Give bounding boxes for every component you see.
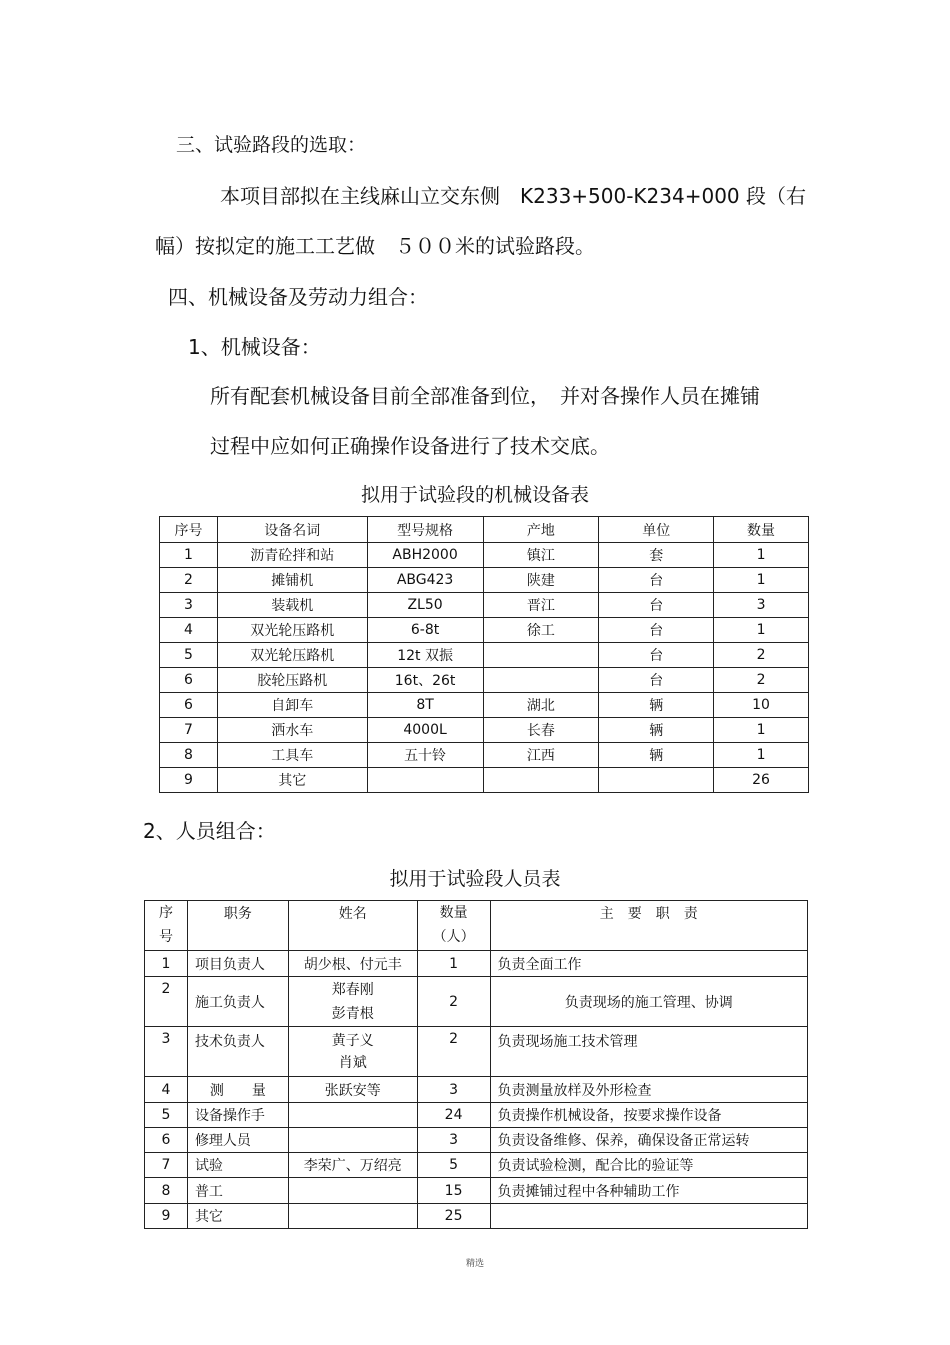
cell-seq: 7 <box>145 1153 188 1178</box>
cell-quantity: 1 <box>714 568 809 593</box>
cell-origin: 徐工 <box>483 618 599 643</box>
cell-seq: 9 <box>160 768 218 793</box>
cell-seq: 8 <box>160 743 218 768</box>
staff-table-caption: 拟用于试验段人员表 <box>389 868 561 890</box>
cell-count: 3 <box>417 1077 490 1103</box>
cell-role: 修理人员 <box>187 1128 288 1153</box>
cell-duty: 负责操作机械设备，按要求操作设备 <box>490 1103 807 1128</box>
cell-duty: 负责现场施工技术管理 <box>490 1027 807 1077</box>
header-cell-model: 型号规格 <box>367 517 483 543</box>
cell-role: 试验 <box>187 1153 288 1178</box>
table-row <box>145 1153 808 1178</box>
name-line-1: 黄子义 <box>331 1032 374 1049</box>
cell-seq: 4 <box>160 618 218 643</box>
table-row <box>145 1128 808 1153</box>
cell-name <box>288 977 417 1027</box>
cell-quantity: 1 <box>714 543 809 568</box>
cell-unit: 套 <box>599 543 714 568</box>
header-count-bottom: （人） <box>432 929 475 945</box>
cell-origin: 晋江 <box>483 593 599 618</box>
cell-origin: 长春 <box>483 718 599 743</box>
name-line-1: 郑春刚 <box>331 981 374 998</box>
header-cell-count <box>417 901 490 951</box>
header-cell-name: 姓名 <box>288 901 417 951</box>
cell-equipment-name: 双光轮压路机 <box>217 618 367 643</box>
cell-equipment-name: 双光轮压路机 <box>217 643 367 668</box>
cell-origin <box>483 768 599 793</box>
cell-model <box>367 768 483 793</box>
header-cell-role: 职务 <box>187 901 288 951</box>
header-seq-top: 序 <box>158 905 173 921</box>
cell-equipment-name: 装载机 <box>217 593 367 618</box>
cell-origin: 湖北 <box>483 693 599 718</box>
cell-quantity: 2 <box>714 643 809 668</box>
cell-equipment-name: 胶轮压路机 <box>217 668 367 693</box>
cell-seq: 5 <box>160 643 218 668</box>
cell-origin <box>483 668 599 693</box>
table-row <box>160 618 809 643</box>
section-3-paragraph-line-2: 幅）按拟定的施工工艺做 ５００米的试验路段。 <box>155 234 595 258</box>
cell-role: 技术负责人 <box>187 1027 288 1077</box>
page-footer: 精选 <box>465 1259 484 1269</box>
cell-duty: 负责测量放样及外形检查 <box>490 1077 807 1103</box>
staff-table-header-row <box>145 901 808 951</box>
staff-table <box>144 900 808 1229</box>
table-row <box>160 718 809 743</box>
cell-equipment-name: 工具车 <box>217 743 367 768</box>
subsection-1-heading: 1、机械设备： <box>188 335 321 359</box>
cell-model: 6-8t <box>367 618 483 643</box>
cell-role: 测 量 <box>187 1077 288 1103</box>
cell-seq: 2 <box>160 568 218 593</box>
cell-quantity: 3 <box>714 593 809 618</box>
cell-count: 2 <box>417 977 490 1027</box>
table-row <box>145 951 808 977</box>
cell-name: 张跃安等 <box>288 1077 417 1103</box>
table-row <box>160 593 809 618</box>
cell-seq: 3 <box>160 593 218 618</box>
subsection-1-paragraph-line-2: 过程中应如何正确操作设备进行了技术交底。 <box>210 434 610 458</box>
cell-seq: 5 <box>145 1103 188 1128</box>
cell-count: 5 <box>417 1153 490 1178</box>
table-row <box>145 977 808 1027</box>
subsection-1-paragraph-line-1: 所有配套机械设备目前全部准备到位， 并对各操作人员在摊铺 <box>210 384 760 408</box>
cell-quantity: 1 <box>714 743 809 768</box>
equipment-table-caption: 拟用于试验段的机械设备表 <box>360 484 589 506</box>
header-seq-bottom: 号 <box>158 929 173 945</box>
cell-seq: 1 <box>160 543 218 568</box>
cell-seq: 3 <box>145 1027 188 1077</box>
cell-role: 设备操作手 <box>187 1103 288 1128</box>
cell-count: 25 <box>417 1204 490 1229</box>
cell-unit: 台 <box>599 593 714 618</box>
cell-unit: 辆 <box>599 718 714 743</box>
cell-seq: 6 <box>145 1128 188 1153</box>
cell-quantity: 2 <box>714 668 809 693</box>
equipment-table-header-row <box>160 517 809 543</box>
cell-model: 4000L <box>367 718 483 743</box>
table-row <box>160 768 809 793</box>
cell-duty: 负责全面工作 <box>490 951 807 977</box>
cell-equipment-name: 摊铺机 <box>217 568 367 593</box>
cell-unit: 台 <box>599 568 714 593</box>
cell-duty: 负责设备维修、保养，确保设备正常运转 <box>490 1128 807 1153</box>
cell-origin: 陕建 <box>483 568 599 593</box>
cell-name: 李荣广、万绍亮 <box>288 1153 417 1178</box>
cell-seq: 2 <box>145 977 188 1027</box>
cell-model: ZL50 <box>367 593 483 618</box>
cell-model: 8T <box>367 693 483 718</box>
cell-seq: 6 <box>160 668 218 693</box>
cell-count: 2 <box>417 1027 490 1077</box>
section-3-heading: 三、试验路段的选取： <box>176 134 367 156</box>
table-row <box>160 668 809 693</box>
cell-count: 3 <box>417 1128 490 1153</box>
section-3-paragraph-line-1: 本项目部拟在主线麻山立交东侧 K233+500-K234+000 段（右 <box>220 184 807 208</box>
header-cell-quantity: 数量 <box>714 517 809 543</box>
cell-duty: 负责现场的施工管理、协调 <box>490 977 807 1027</box>
header-cell-seq <box>145 901 188 951</box>
table-row <box>145 1103 808 1128</box>
table-row <box>160 693 809 718</box>
cell-duty <box>490 1204 807 1229</box>
cell-unit: 台 <box>599 668 714 693</box>
header-cell-duty: 主 要 职 责 <box>490 901 807 951</box>
equipment-table <box>159 516 809 793</box>
table-row <box>160 543 809 568</box>
cell-name <box>288 1178 417 1204</box>
cell-role: 普工 <box>187 1178 288 1204</box>
section-4-heading: 四、机械设备及劳动力组合： <box>168 285 428 309</box>
cell-role: 其它 <box>187 1204 288 1229</box>
cell-unit <box>599 768 714 793</box>
cell-seq: 9 <box>145 1204 188 1229</box>
header-cell-equipment-name: 设备名词 <box>217 517 367 543</box>
cell-unit: 台 <box>599 643 714 668</box>
cell-model: 12t 双振 <box>367 643 483 668</box>
cell-count: 24 <box>417 1103 490 1128</box>
name-line-2: 肖斌 <box>338 1054 367 1071</box>
cell-model: 五十铃 <box>367 743 483 768</box>
cell-origin <box>483 643 599 668</box>
cell-quantity: 26 <box>714 768 809 793</box>
cell-model: 16t、26t <box>367 668 483 693</box>
cell-seq: 7 <box>160 718 218 743</box>
cell-seq: 1 <box>145 951 188 977</box>
table-row <box>145 1077 808 1103</box>
cell-name: 胡少根、付元丰 <box>288 951 417 977</box>
cell-origin: 镇江 <box>483 543 599 568</box>
cell-duty: 负责试验检测，配合比的验证等 <box>490 1153 807 1178</box>
cell-seq: 4 <box>145 1077 188 1103</box>
cell-equipment-name: 其它 <box>217 768 367 793</box>
cell-name <box>288 1027 417 1077</box>
header-cell-origin: 产地 <box>483 517 599 543</box>
table-row <box>160 743 809 768</box>
header-count-top: 数量 <box>439 905 468 921</box>
cell-model: ABH2000 <box>367 543 483 568</box>
cell-origin: 江西 <box>483 743 599 768</box>
cell-quantity: 1 <box>714 618 809 643</box>
table-row <box>145 1027 808 1077</box>
cell-role: 项目负责人 <box>187 951 288 977</box>
table-row <box>160 643 809 668</box>
cell-count: 15 <box>417 1178 490 1204</box>
cell-duty: 负责摊铺过程中各种辅助工作 <box>490 1178 807 1204</box>
table-row <box>145 1204 808 1229</box>
table-row <box>145 1178 808 1204</box>
header-cell-seq: 序号 <box>160 517 218 543</box>
cell-model: ABG423 <box>367 568 483 593</box>
subsection-2-heading: 2、人员组合： <box>143 819 276 843</box>
cell-equipment-name: 自卸车 <box>217 693 367 718</box>
cell-quantity: 10 <box>714 693 809 718</box>
name-line-2: 彭青根 <box>331 1005 374 1022</box>
cell-quantity: 1 <box>714 718 809 743</box>
cell-seq: 8 <box>145 1178 188 1204</box>
cell-equipment-name: 沥青砼拌和站 <box>217 543 367 568</box>
cell-name <box>288 1128 417 1153</box>
cell-role: 施工负责人 <box>187 977 288 1027</box>
header-cell-unit: 单位 <box>599 517 714 543</box>
cell-unit: 台 <box>599 618 714 643</box>
cell-seq: 6 <box>160 693 218 718</box>
cell-name <box>288 1103 417 1128</box>
table-row <box>160 568 809 593</box>
cell-unit: 辆 <box>599 693 714 718</box>
cell-count: 1 <box>417 951 490 977</box>
cell-equipment-name: 洒水车 <box>217 718 367 743</box>
cell-unit: 辆 <box>599 743 714 768</box>
cell-name <box>288 1204 417 1229</box>
